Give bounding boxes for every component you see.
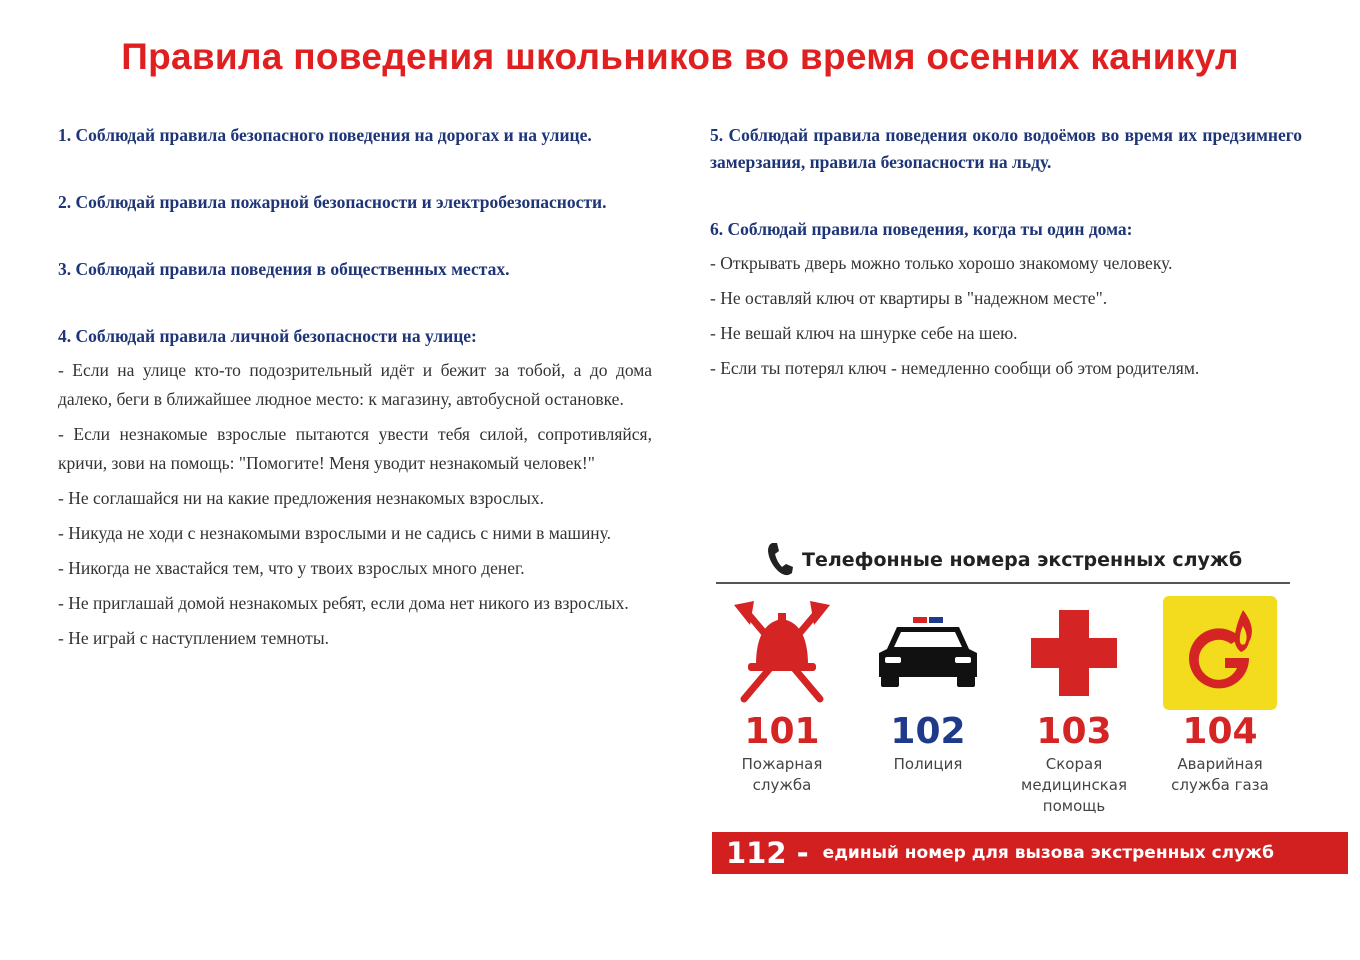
gas-service-icon [1163,596,1277,710]
service-number: 104 [1182,711,1258,752]
rule-6-heading: 6. Соблюдай правила поведения, когда ты один дома: [710,219,1133,239]
rule-4-item: - Если на улице кто-то подозрительный идёт и бежит за тобой, а до дома далеко, беги в ближайшее людное место: к магазину, автобусной остановке. [58,360,652,409]
service-gas [1150,594,1290,796]
firefighter-helmet-icon [722,595,842,711]
service-label: Аварийная служба газа [1171,755,1269,794]
service-label: Пожарная служба [741,755,823,794]
rule-4-item: - Если незнакомые взрослые пытаются увести тебя силой, сопротивляйся, кричи, зови на помощь: "Помогите! Меня уводит незнакомый человек!" [58,424,652,473]
rule-4-heading: 4. Соблюдай правила личной безопасности на улице: [58,326,477,346]
service-label: Полиция [893,755,963,773]
service-number: 102 [890,711,966,752]
rule-1-heading: 1. Соблюдай правила безопасного поведения на дорогах и на улице. [58,125,592,145]
right-column [710,122,1302,389]
rule-3-heading: 3. Соблюдай правила поведения в общественных местах. [58,259,510,279]
rule-4-item: - Никогда не хвастайся тем, что у твоих взрослых много денег. [58,558,525,578]
rule-6-item: - Не оставляй ключ от квартиры в "надежном месте". [710,288,1108,308]
service-number: 103 [1036,711,1112,752]
emergency-services-block [712,538,1348,878]
rule-4-item: - Не соглашайся ни на какие предложения незнакомых взрослых. [58,488,544,508]
phone-icon [764,540,794,580]
rule-6-item: - Не вешай ключ на шнурке себе на шею. [710,323,1018,343]
banner-number: 112 - [726,836,809,870]
page-title: Правила поведения школьников во время осенних каникул [121,36,1239,77]
police-car-icon [873,613,983,693]
service-label: Скорая медицинская помощь [1021,755,1127,815]
emergency-112-banner [712,832,1348,874]
divider [716,582,1290,584]
service-fire [712,594,852,796]
service-police [858,594,998,775]
service-ambulance [1004,594,1144,817]
rule-4-item: - Никуда не ходи с незнакомыми взрослыми и не садись с ними в машину. [58,523,612,543]
rule-2-heading: 2. Соблюдай правила пожарной безопасности и электробезопасности. [58,192,607,212]
red-cross-icon [1029,608,1119,698]
rule-5-heading: 5. Соблюдай правила поведения около водоёмов во время их предзимнего замерзания, правила безопасности на льду. [710,125,1302,172]
banner-text: единый номер для вызова экстренных служб [822,843,1274,863]
service-number: 101 [744,711,820,752]
rule-4-item: - Не приглашай домой незнакомых ребят, если дома нет никого из взрослых. [58,593,629,613]
emergency-header: Телефонные номера экстренных служб [764,540,1242,580]
rule-4-item: - Не играй с наступлением темноты. [58,628,329,648]
left-column [58,122,652,659]
rule-6-item: - Открывать дверь можно только хорошо знакомому человеку. [710,253,1173,273]
rule-6-item: - Если ты потерял ключ - немедленно сообщи об этом родителям. [710,358,1200,378]
